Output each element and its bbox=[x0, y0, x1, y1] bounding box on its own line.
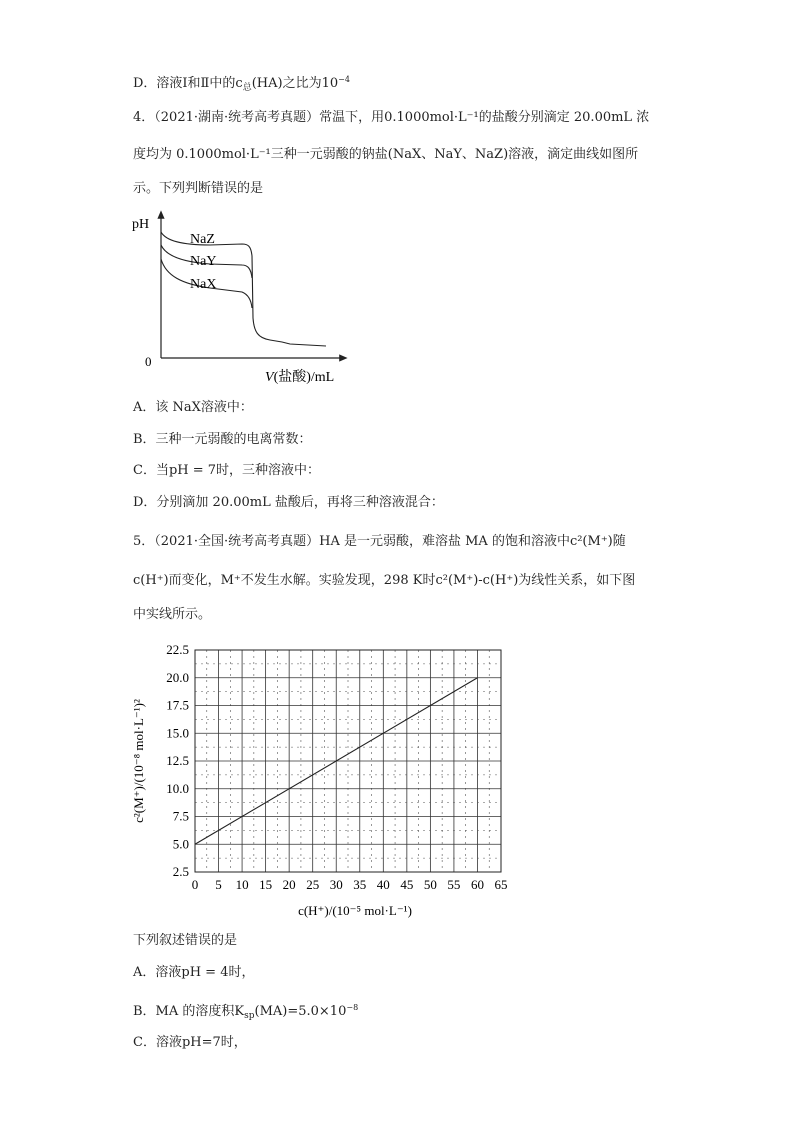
q5-option-b-sub: sp bbox=[244, 1011, 255, 1021]
x-tick-label: 20 bbox=[282, 877, 296, 892]
fig1-ylabel: pH bbox=[132, 217, 150, 232]
label-nax: NaX bbox=[190, 277, 217, 292]
x-tick-label: 40 bbox=[376, 877, 390, 892]
x-tick-label: 60 bbox=[470, 877, 484, 892]
titration-figure bbox=[130, 208, 370, 388]
chart-ylabel: c²(M⁺)/(10⁻⁸ mol·L⁻¹)² bbox=[131, 699, 146, 823]
fig1-xlabel-rest: (盐酸)/mL bbox=[273, 370, 335, 385]
y-tick-label: 10.0 bbox=[166, 780, 189, 796]
q5-stem-line2: c(H⁺)而变化，M⁺不发生水解。实验发现，298 K时c²(M⁺)-c(H⁺)为线性关系，如下图 bbox=[133, 573, 636, 588]
q5-stem-line1: 5．（2021·全国·统考高考真题）HA 是一元弱酸，难溶盐 MA 的饱和溶液中c²(M⁺)随 bbox=[133, 534, 626, 549]
q4-option-b: B．三种一元弱酸的电离常数： bbox=[133, 432, 312, 447]
x-tick-label: 30 bbox=[329, 877, 343, 892]
q3-option-d bbox=[133, 70, 350, 98]
c2m-vs-ch-chart bbox=[125, 638, 545, 928]
y-tick-label: 7.5 bbox=[172, 808, 189, 824]
x-tick-label: 0 bbox=[191, 877, 199, 892]
label-naz: NaZ bbox=[190, 232, 215, 247]
x-tick-label: 5 bbox=[215, 877, 222, 892]
q5-option-b bbox=[133, 998, 358, 1026]
q5-option-b-text: B．MA 的溶度积K bbox=[133, 1004, 245, 1019]
q3-option-d-prefix: D．溶液Ⅰ和Ⅱ中的c bbox=[133, 76, 243, 91]
q5-option-c: C．溶液pH=7时， bbox=[133, 1035, 247, 1050]
x-tick-label: 15 bbox=[259, 877, 273, 892]
q4-option-a: A．该 NaX溶液中： bbox=[133, 400, 253, 415]
q3-option-d-mid: (HA)之比为10 bbox=[251, 76, 339, 91]
fig1-xlabel-v: V bbox=[265, 370, 274, 385]
x-tick-label: 35 bbox=[353, 877, 367, 892]
curve-naz bbox=[161, 232, 326, 346]
x-tick-label: 65 bbox=[494, 877, 508, 892]
y-tick-label: 22.5 bbox=[166, 642, 189, 657]
q5-stem-line3: 中实线所示。 bbox=[133, 607, 212, 622]
x-tick-label: 45 bbox=[400, 877, 414, 892]
fig1-xlabel bbox=[265, 368, 334, 385]
x-tick-label: 50 bbox=[423, 877, 437, 892]
q5-question: 下列叙述错误的是 bbox=[133, 933, 238, 948]
y-tick-label: 5.0 bbox=[172, 836, 189, 852]
q4-option-d: D．分别滴加 20.00mL 盐酸后，再将三种溶液混合： bbox=[133, 495, 444, 510]
fig1-origin: 0 bbox=[145, 354, 152, 369]
x-tick-label: 55 bbox=[447, 877, 461, 892]
y-tick-label: 20.0 bbox=[166, 669, 189, 685]
y-tick-label: 15.0 bbox=[166, 725, 189, 741]
q4-option-c: C．当pH = 7时，三种溶液中： bbox=[133, 463, 321, 478]
q3-option-d-sup: −4 bbox=[338, 75, 350, 84]
q5-option-b-rest: (MA)=5.0×10 bbox=[254, 1004, 347, 1019]
q4-stem-line3: 示。下列判断错误的是 bbox=[133, 181, 264, 196]
chart-xlabel: c(H⁺)/(10⁻⁵ mol·L⁻¹) bbox=[298, 903, 412, 918]
q5-option-b-sup: −8 bbox=[346, 1003, 359, 1012]
chart-grid bbox=[195, 650, 501, 872]
label-nay: NaY bbox=[190, 254, 217, 269]
q5-option-a: A．溶液pH = 4时， bbox=[133, 965, 255, 980]
q3-option-d-sub: 总 bbox=[242, 83, 252, 93]
q4-stem-line1: 4．（2021·湖南·统考高考真题）常温下，用0.1000mol·L⁻¹的盐酸分别滴定 20.00mL 浓 bbox=[133, 110, 650, 125]
y-tick-label: 2.5 bbox=[172, 864, 189, 879]
chart-ticks bbox=[166, 642, 507, 892]
y-tick-label: 17.5 bbox=[166, 697, 189, 713]
x-tick-label: 10 bbox=[235, 877, 249, 892]
x-tick-label: 25 bbox=[306, 877, 320, 892]
q4-stem-line2: 度均为 0.1000mol·L⁻¹三种一元弱酸的钠盐(NaX、NaY、NaZ)溶液，滴定曲线如图所 bbox=[133, 147, 639, 162]
y-tick-label: 12.5 bbox=[166, 753, 189, 768]
